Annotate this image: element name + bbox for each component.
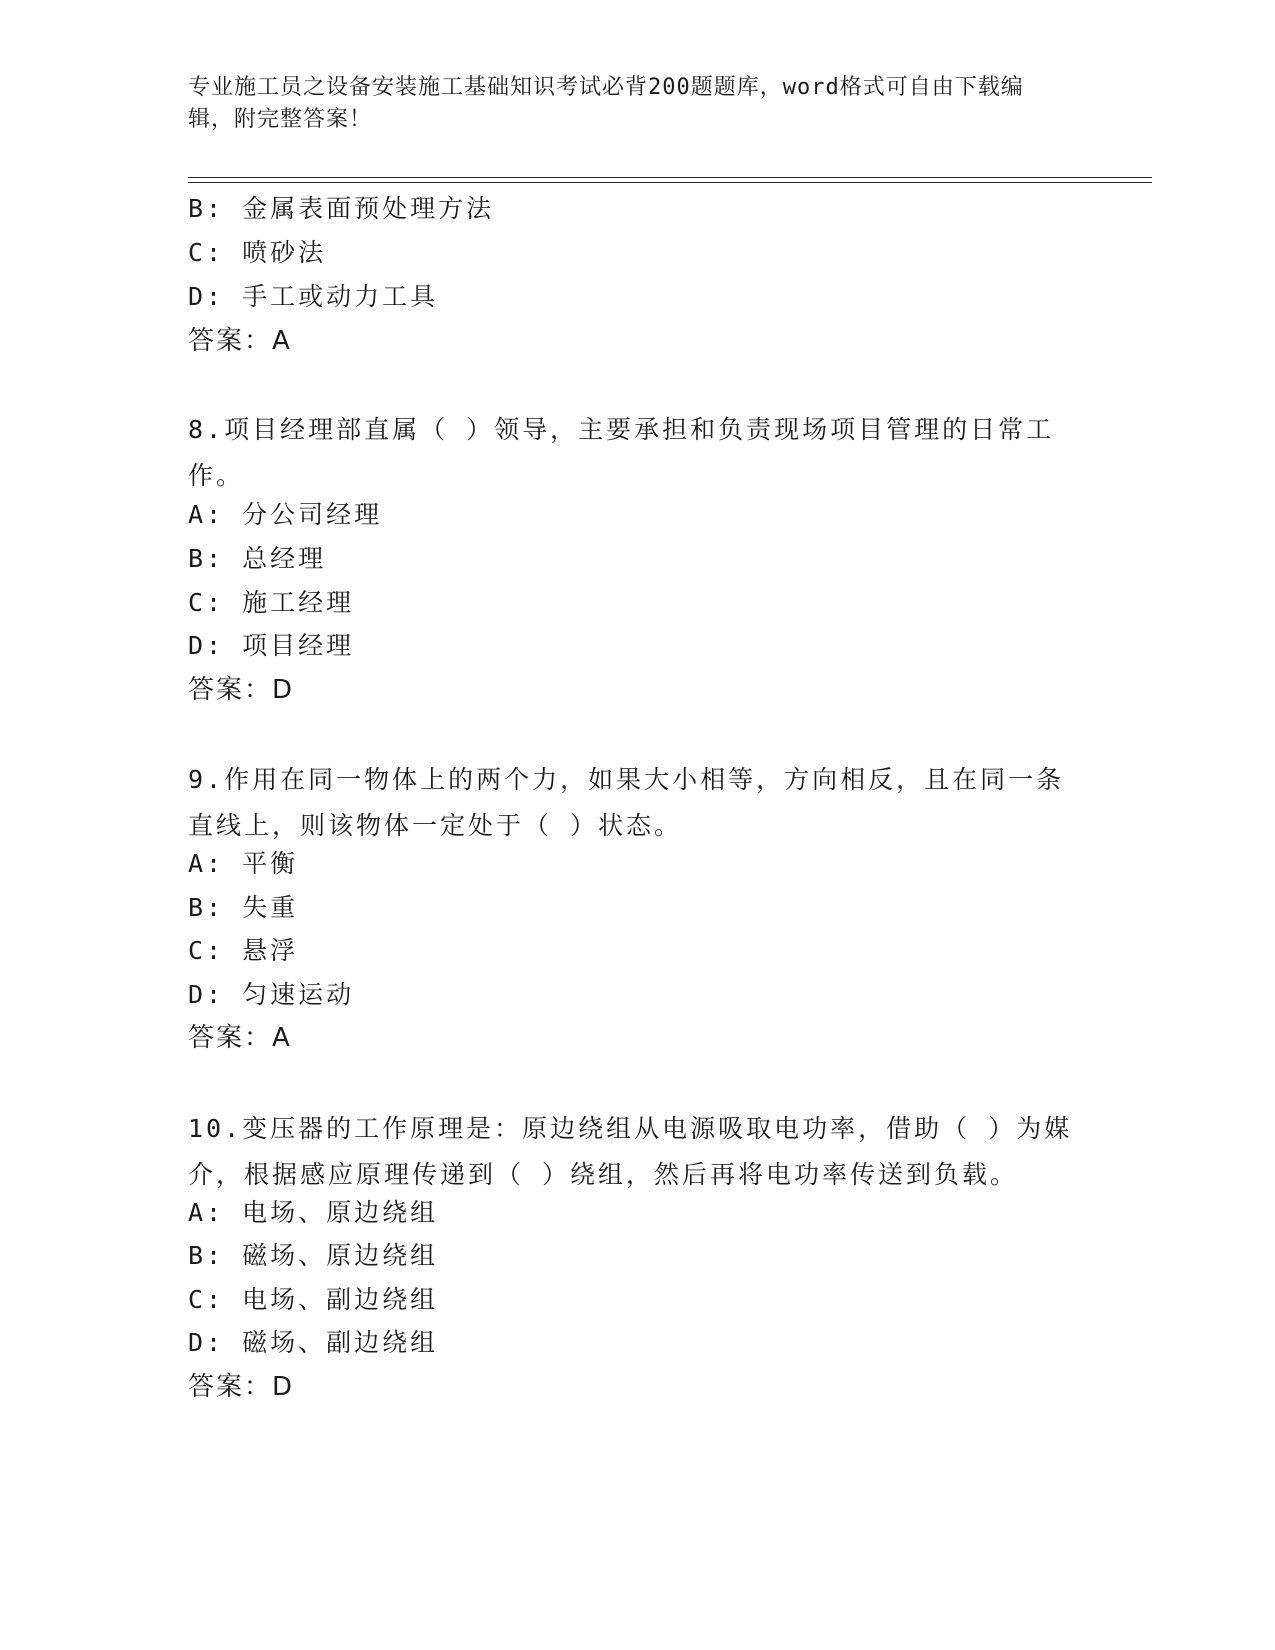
- q9-option-d: D: 匀速运动: [188, 980, 355, 1009]
- q8-option-c: C: 施工经理: [188, 588, 355, 617]
- q9-option-b: B: 失重: [188, 893, 299, 922]
- header-rule-top: [188, 177, 1152, 178]
- q9-question: 9.作用在同一物体上的两个力，如果大小相等，方向相反，且在同一条直线上，则该物体一定处于（ ）状态。: [188, 765, 1065, 840]
- q10-option-b: B: 磁场、原边绕组: [188, 1241, 439, 1270]
- q9-answer: 答案：A: [188, 1023, 292, 1053]
- document-header: 专业施工员之设备安装施工基础知识考试必背200题题库，word格式可自由下载编辑，附完整答案！: [188, 75, 1024, 132]
- q8-answer: 答案：D: [188, 675, 295, 705]
- q8-option-b: B: 总经理: [188, 544, 327, 573]
- q9-option-a: A: 平衡: [188, 849, 299, 878]
- header-rule-bottom: [188, 182, 1152, 183]
- q8-option-d: D: 项目经理: [188, 631, 355, 660]
- q8-question: 8.项目经理部直属（ ）领导，主要承担和负责现场项目管理的日常工作。: [188, 415, 1055, 490]
- q8-option-a: A: 分公司经理: [188, 500, 383, 529]
- q10-answer: 答案：D: [188, 1372, 295, 1402]
- q10-question: 10.变压器的工作原理是：原边绕组从电源吸取电功率，借助（ ）为媒介，根据感应原理传递到（ ）绕组，然后再将电功率传送到负载。: [188, 1114, 1073, 1189]
- q10-option-c: C: 电场、副边绕组: [188, 1285, 439, 1314]
- q7-option-c: C: 喷砂法: [188, 238, 327, 267]
- q10-option-d: D: 磁场、副边绕组: [188, 1328, 439, 1357]
- q7-answer: 答案：A: [188, 326, 292, 356]
- q10-option-a: A: 电场、原边绕组: [188, 1198, 439, 1227]
- q9-option-c: C: 悬浮: [188, 936, 299, 965]
- q7-option-d: D: 手工或动力工具: [188, 282, 439, 311]
- q7-option-b: B: 金属表面预处理方法: [188, 194, 495, 223]
